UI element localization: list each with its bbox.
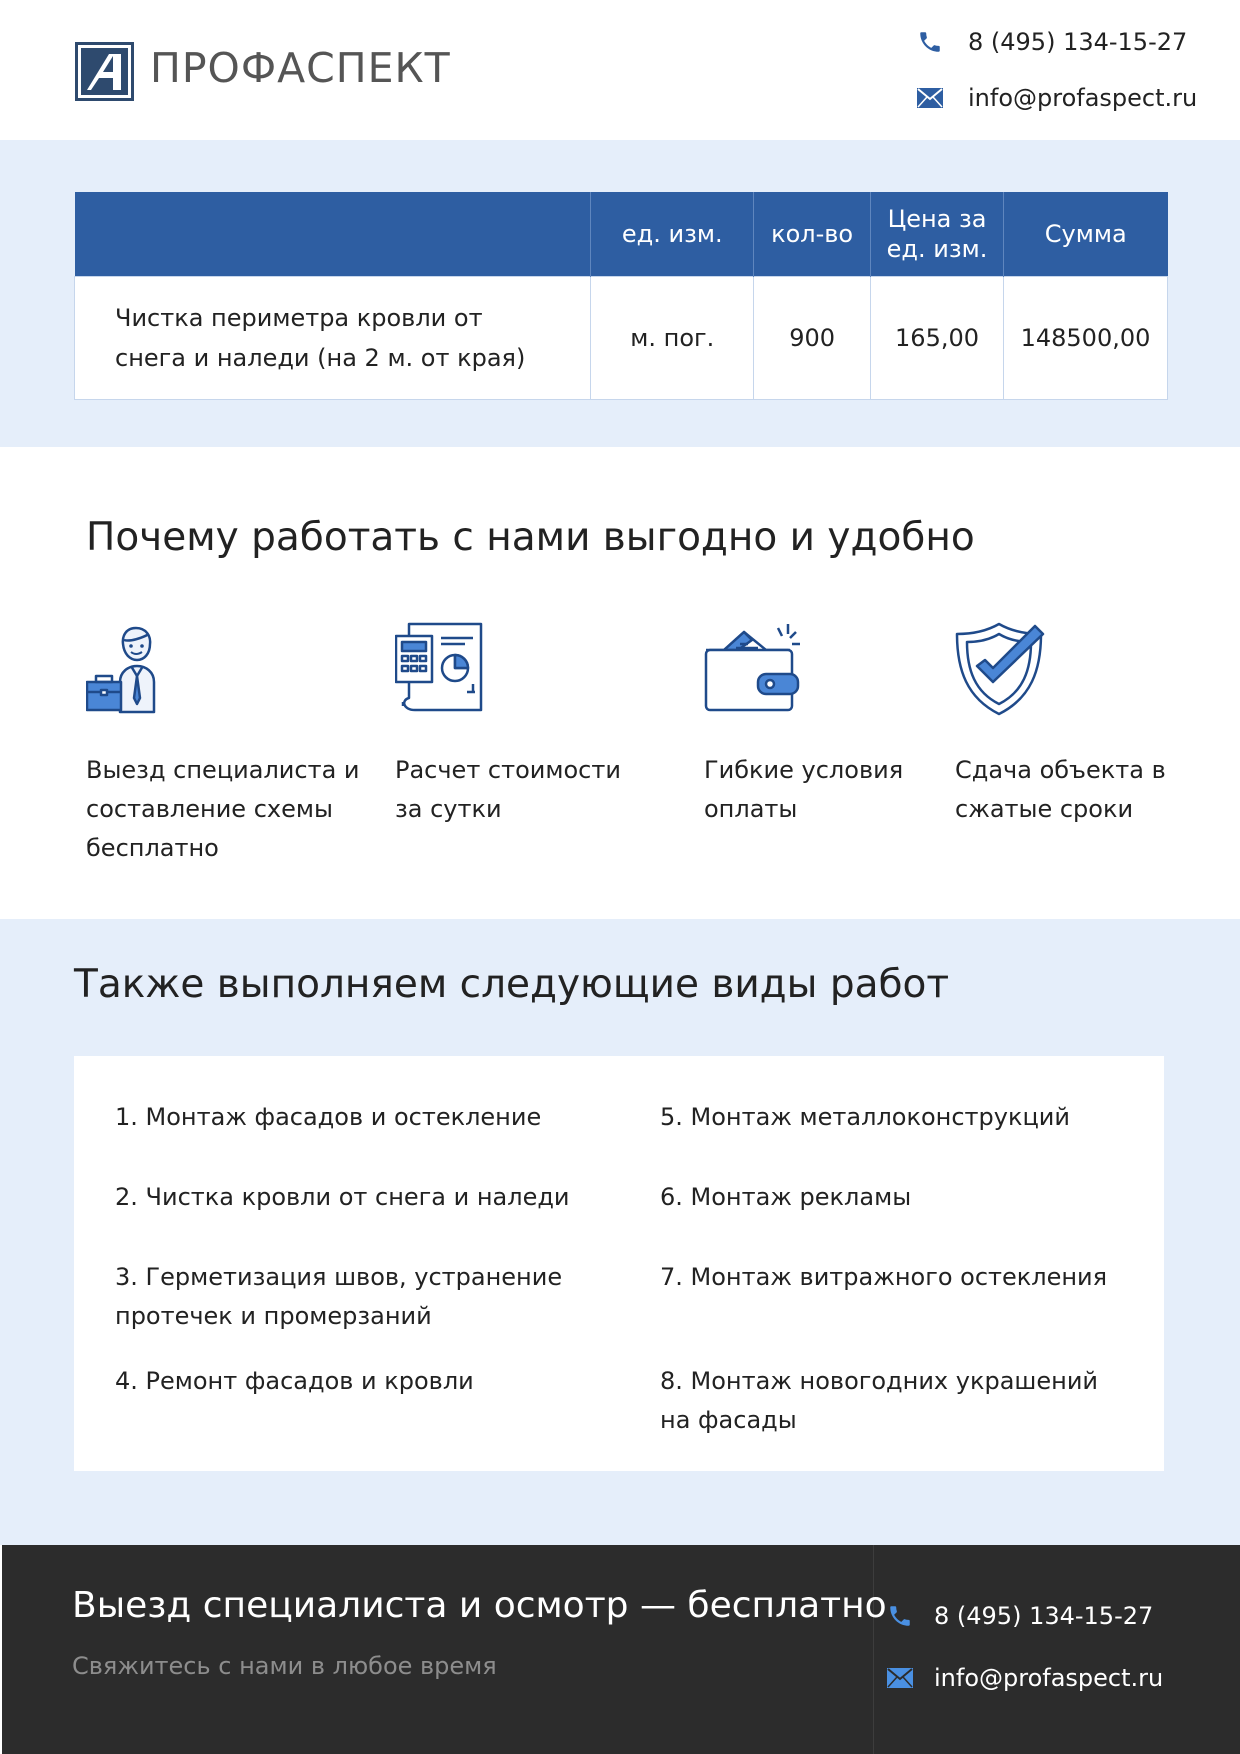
specialist-icon	[86, 622, 180, 716]
list-item: 6. Монтаж рекламы	[660, 1183, 912, 1211]
feature-payment-text: Гибкие условия оплаты	[704, 756, 904, 823]
logo-mark-icon[interactable]	[75, 42, 134, 101]
cell-description: Чистка периметра кровли от снега и наледи (на 2 м. от края)	[75, 277, 591, 400]
feature-specialist	[86, 622, 180, 716]
col-header-price: Цена за ед. изм.	[871, 192, 1004, 277]
why-title: Почему работать с нами выгодно и удобно	[86, 515, 975, 560]
header-phone[interactable]	[916, 28, 1187, 56]
cell-sum: 148500,00	[1003, 277, 1167, 400]
phone-icon	[886, 1602, 914, 1630]
list-item: 2. Чистка кровли от снега и наледи	[115, 1183, 570, 1211]
list-item: 4. Ремонт фасадов и кровли	[115, 1367, 474, 1395]
cta-subtitle: Свяжитесь с нами в любое время	[72, 1652, 497, 1680]
feature-payment	[704, 622, 806, 714]
brand-name[interactable]: ПРОФАСПЕКТ	[150, 44, 451, 92]
header-email-text: info@profaspect.ru	[968, 84, 1198, 112]
works-title: Также выполняем следующие виды работ	[74, 962, 950, 1007]
price-table	[74, 192, 1168, 400]
cell-unit: м. пог.	[591, 277, 754, 400]
feature-specialist-text: Выезд специалиста и составление схемы бесплатно	[86, 756, 360, 862]
calculator-document-icon	[395, 622, 485, 712]
col-header-qty: кол-во	[754, 192, 871, 277]
shield-check-icon	[955, 622, 1047, 716]
col-header-description	[75, 192, 591, 277]
cell-qty: 900	[754, 277, 871, 400]
footer-email-text: info@profaspect.ru	[934, 1664, 1164, 1692]
list-item: 5. Монтаж металлоконструкций	[660, 1103, 1070, 1131]
mail-icon	[916, 84, 944, 112]
list-item: 1. Монтаж фасадов и остекление	[115, 1103, 542, 1131]
wallet-icon	[704, 622, 806, 714]
cta-title: Выезд специалиста и осмотр — бесплатно	[72, 1585, 887, 1626]
list-item: 7. Монтаж витражного остекления	[660, 1263, 1108, 1291]
col-header-sum: Сумма	[1003, 192, 1167, 277]
feature-calculation-text: Расчет стоимости за сутки	[395, 756, 621, 823]
feature-deadline	[955, 622, 1047, 716]
footer-divider	[873, 1545, 874, 1754]
page-footer	[2, 1545, 1240, 1754]
feature-calculation	[395, 622, 485, 712]
mail-icon	[886, 1664, 914, 1692]
header-email[interactable]	[916, 84, 1197, 112]
table-header-row	[75, 192, 1168, 277]
footer-email[interactable]	[886, 1664, 1163, 1692]
phone-icon	[916, 28, 944, 56]
feature-deadline-text: Сдача объекта в сжатые сроки	[955, 756, 1166, 823]
list-item: 8. Монтаж новогодних украшений на фасады	[660, 1367, 1099, 1434]
table-row	[75, 277, 1168, 400]
col-header-unit: ед. изм.	[591, 192, 754, 277]
footer-phone[interactable]	[886, 1602, 1153, 1630]
header-phone-text: 8 (495) 134-15-27	[968, 28, 1188, 56]
footer-phone-text: 8 (495) 134-15-27	[934, 1602, 1154, 1630]
cell-price: 165,00	[871, 277, 1004, 400]
list-item: 3. Герметизация швов, устранение протечек и промерзаний	[115, 1263, 563, 1330]
